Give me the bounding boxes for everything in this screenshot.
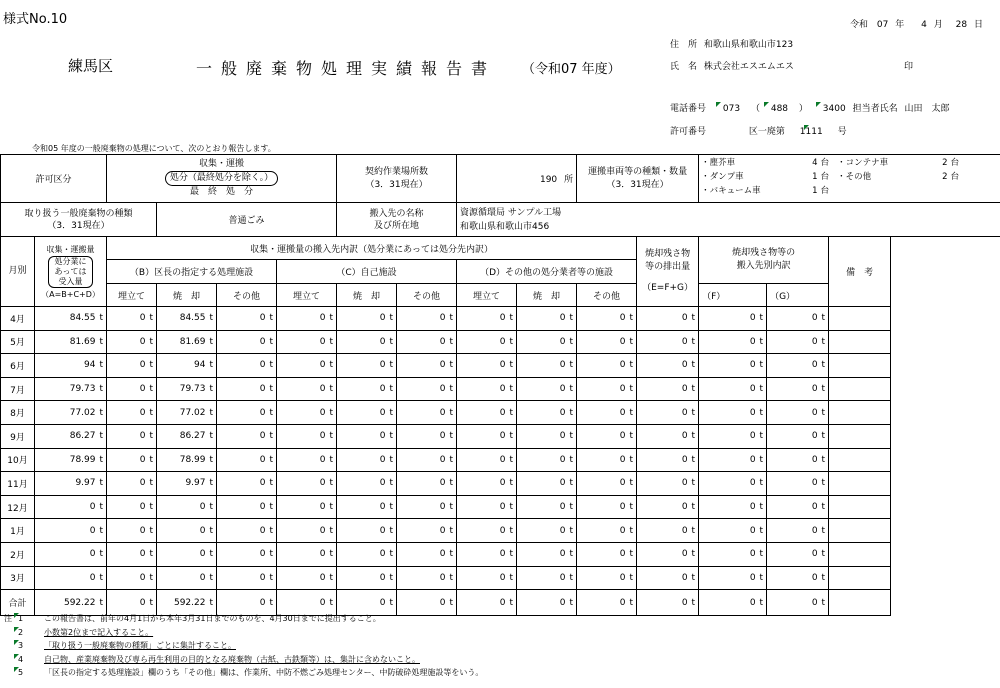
remarks-cell[interactable] <box>829 307 891 331</box>
b-burn-header: 焼 却 <box>157 284 217 307</box>
value-cell-a[interactable]: 78.99 t <box>35 448 107 472</box>
value-cell-g[interactable]: 0 t <box>767 307 829 331</box>
month-cell: 5月 <box>1 330 35 354</box>
table-row <box>1 330 1000 354</box>
value-cell-cl[interactable]: 0 t <box>277 330 337 354</box>
month-cell: 7月 <box>1 377 35 401</box>
value-cell-cl[interactable]: 0 t <box>277 519 337 543</box>
value-cell-g[interactable]: 0 t <box>767 590 829 616</box>
value-cell-e[interactable]: 0 t <box>637 377 699 401</box>
value-cell-e[interactable]: 0 t <box>637 519 699 543</box>
table-row <box>1 354 1000 378</box>
value-cell-bo[interactable]: 0 t <box>217 307 277 331</box>
value-cell-bo[interactable]: 0 t <box>217 590 277 616</box>
table-row <box>1 495 1000 519</box>
value-cell-do[interactable]: 0 t <box>577 424 637 448</box>
value-cell-f[interactable]: 0 t <box>699 448 767 472</box>
value-cell-cl[interactable]: 0 t <box>277 401 337 425</box>
notes-label: 注 <box>4 614 12 623</box>
destination-value: 資源循環局 サンプル工場 和歌山県和歌山市456 <box>457 203 1000 237</box>
value-cell-db[interactable]: 0 t <box>517 354 577 378</box>
month-cell: 9月 <box>1 424 35 448</box>
value-cell-dl[interactable]: 0 t <box>457 424 517 448</box>
value-cell-bo[interactable]: 0 t <box>217 566 277 590</box>
value-cell-dl[interactable]: 0 t <box>457 590 517 616</box>
value-cell-dl[interactable]: 0 t <box>457 495 517 519</box>
value-cell-db[interactable]: 0 t <box>517 472 577 496</box>
value-cell-bb[interactable]: 94 t <box>157 354 217 378</box>
remarks-cell[interactable] <box>829 424 891 448</box>
remarks-cell[interactable] <box>829 590 891 616</box>
value-cell-a[interactable]: 81.69 t <box>35 330 107 354</box>
title-year: （令和07 年度） <box>522 62 621 77</box>
notes-section <box>4 612 483 680</box>
value-cell-f[interactable]: 0 t <box>699 590 767 616</box>
value-cell-bo[interactable]: 0 t <box>217 424 277 448</box>
value-cell-dl[interactable]: 0 t <box>457 354 517 378</box>
table-row <box>1 424 1000 448</box>
value-cell-cb[interactable]: 0 t <box>337 377 397 401</box>
value-cell-e[interactable]: 0 t <box>637 448 699 472</box>
residue-col-header: 焼却残さ物 等の排出量 （E=F+G） <box>637 237 699 307</box>
value-cell-cb[interactable]: 0 t <box>337 542 397 566</box>
value-cell-db[interactable]: 0 t <box>517 566 577 590</box>
value-cell-db[interactable]: 0 t <box>517 448 577 472</box>
value-cell-bl[interactable]: 0 t <box>107 448 157 472</box>
input-marker-icon <box>764 102 769 107</box>
value-cell-cb[interactable]: 0 t <box>337 472 397 496</box>
value-cell-g[interactable]: 0 t <box>767 566 829 590</box>
amount-col-header: 収集・運搬量 処分業に あっては 受入量 （A=B+C+D） <box>35 237 107 307</box>
col-c-header: （C）自己施設 <box>277 260 457 284</box>
permit-categories: 収集・運搬 処分（最終処分を除く。） 最 終 処 分 <box>107 155 337 203</box>
ward-name: 練馬区 <box>68 57 114 75</box>
value-cell-cb[interactable]: 0 t <box>337 424 397 448</box>
table-row <box>1 472 1000 496</box>
value-cell-dl[interactable]: 0 t <box>457 519 517 543</box>
input-marker-icon <box>14 613 19 618</box>
phone-line: 電話番号 073 （ 488 ） 3400 担当者氏名 山田 太郎 <box>670 104 950 114</box>
value-cell-bb[interactable]: 84.55 t <box>157 307 217 331</box>
input-marker-icon <box>14 654 19 659</box>
value-cell-do[interactable]: 0 t <box>577 354 637 378</box>
value-cell-f[interactable]: 0 t <box>699 424 767 448</box>
value-cell-g[interactable]: 0 t <box>767 519 829 543</box>
value-cell-e[interactable]: 0 t <box>637 354 699 378</box>
waste-kind-label: 取り扱う一般廃棄物の種類 （3．31現在） <box>1 203 157 237</box>
month-cell: 1月 <box>1 519 35 543</box>
value-cell-cb[interactable]: 0 t <box>337 495 397 519</box>
value-cell-co[interactable]: 0 t <box>397 542 457 566</box>
breakdown-header: 収集・運搬量の搬入先内訳（処分業にあっては処分先内訳） <box>107 237 637 260</box>
value-cell-a[interactable]: 592.22 t <box>35 590 107 616</box>
value-cell-e[interactable]: 0 t <box>637 472 699 496</box>
table-row <box>1 566 1000 590</box>
value-cell-db[interactable]: 0 t <box>517 377 577 401</box>
value-cell-a[interactable]: 77.02 t <box>35 401 107 425</box>
value-cell-db[interactable]: 0 t <box>517 330 577 354</box>
value-cell-bl[interactable]: 0 t <box>107 495 157 519</box>
value-cell-bl[interactable]: 0 t <box>107 590 157 616</box>
value-cell-cl[interactable]: 0 t <box>277 542 337 566</box>
page-title: 一般廃棄物処理実績報告書 <box>196 59 497 78</box>
value-cell-bo[interactable]: 0 t <box>217 472 277 496</box>
vehicle-col-2: ・ コンテナ車 2 台 ・ その他 2 台 <box>837 158 960 182</box>
month-cell: 8月 <box>1 401 35 425</box>
value-cell-do[interactable]: 0 t <box>577 307 637 331</box>
value-cell-do[interactable]: 0 t <box>577 448 637 472</box>
value-cell-db[interactable]: 0 t <box>517 542 577 566</box>
month-cell: 12月 <box>1 495 35 519</box>
input-marker-icon <box>816 102 821 107</box>
value-cell-cb[interactable]: 0 t <box>337 307 397 331</box>
value-cell-g[interactable]: 0 t <box>767 354 829 378</box>
value-cell-e[interactable]: 0 t <box>637 424 699 448</box>
value-cell-f[interactable]: 0 t <box>699 566 767 590</box>
waste-kind-value: 普通ごみ <box>157 203 337 237</box>
value-cell-co[interactable]: 0 t <box>397 401 457 425</box>
contract-count: 190 所 <box>457 155 577 203</box>
value-cell-g[interactable]: 0 t <box>767 495 829 519</box>
value-cell-co[interactable]: 0 t <box>397 377 457 401</box>
month-cell: 3月 <box>1 566 35 590</box>
month-cell: 合計 <box>1 590 35 616</box>
c-burn-header: 焼 却 <box>337 284 397 307</box>
value-cell-a[interactable]: 0 t <box>35 542 107 566</box>
value-cell-bl[interactable]: 0 t <box>107 542 157 566</box>
d-burn-header: 焼 却 <box>517 284 577 307</box>
value-cell-co[interactable]: 0 t <box>397 590 457 616</box>
g-col-header: （G） <box>767 284 829 307</box>
value-cell-co[interactable]: 0 t <box>397 330 457 354</box>
report-table <box>0 154 1000 616</box>
value-cell-a[interactable]: 79.73 t <box>35 377 107 401</box>
value-cell-bb[interactable]: 9.97 t <box>157 472 217 496</box>
residue-dest-header: 焼却残さ物等の 搬入先別内訳 <box>699 237 829 284</box>
value-cell-a[interactable]: 94 t <box>35 354 107 378</box>
input-marker-icon <box>804 125 809 130</box>
value-cell-g[interactable]: 0 t <box>767 401 829 425</box>
value-cell-cl[interactable]: 0 t <box>277 472 337 496</box>
table-row <box>1 448 1000 472</box>
month-col-header: 月別 <box>1 237 35 307</box>
value-cell-e[interactable]: 0 t <box>637 330 699 354</box>
value-cell-f[interactable]: 0 t <box>699 354 767 378</box>
b-other-header: その他 <box>217 284 277 307</box>
value-cell-db[interactable]: 0 t <box>517 590 577 616</box>
month-cell: 10月 <box>1 448 35 472</box>
input-marker-icon <box>14 667 19 672</box>
value-cell-do[interactable]: 0 t <box>577 330 637 354</box>
value-cell-dl[interactable]: 0 t <box>457 448 517 472</box>
value-cell-db[interactable]: 0 t <box>517 401 577 425</box>
remarks-cell[interactable] <box>829 542 891 566</box>
note-item: 1 この報告書は、前年の4月1日から本年3月31日までのものを、4月30日までに提出すること。 <box>18 612 483 626</box>
c-landfill-header: 埋立て <box>277 284 337 307</box>
remarks-cell[interactable] <box>829 354 891 378</box>
name-line: 氏 名 株式会社エスエムエス 印 <box>670 59 920 72</box>
value-cell-a[interactable]: 0 t <box>35 519 107 543</box>
value-cell-a[interactable]: 0 t <box>35 566 107 590</box>
value-cell-e[interactable]: 0 t <box>637 401 699 425</box>
col-d-header: （D）その他の処分業者等の施設 <box>457 260 637 284</box>
value-cell-db[interactable]: 0 t <box>517 519 577 543</box>
input-marker-icon <box>716 102 721 107</box>
contract-label: 契約作業場所数 （3．31現在） <box>337 155 457 203</box>
value-cell-bb[interactable]: 592.22 t <box>157 590 217 616</box>
value-cell-e[interactable]: 0 t <box>637 307 699 331</box>
d-other-header: その他 <box>577 284 637 307</box>
value-cell-a[interactable]: 86.27 t <box>35 424 107 448</box>
form-number: 様式No.10 <box>3 12 68 27</box>
value-cell-bl[interactable]: 0 t <box>107 519 157 543</box>
value-cell-bl[interactable]: 0 t <box>107 330 157 354</box>
vehicle-col-1: ・ 塵芥車 4 台 ・ ダンプ車 1 台 ・ バキューム車 1 台 <box>701 158 830 196</box>
value-cell-bl[interactable]: 0 t <box>107 354 157 378</box>
value-cell-cl[interactable]: 0 t <box>277 354 337 378</box>
value-cell-dl[interactable]: 0 t <box>457 377 517 401</box>
value-cell-bl[interactable]: 0 t <box>107 424 157 448</box>
value-cell-do[interactable]: 0 t <box>577 401 637 425</box>
value-cell-f[interactable]: 0 t <box>699 330 767 354</box>
value-cell-cb[interactable]: 0 t <box>337 590 397 616</box>
value-cell-bb[interactable]: 77.02 t <box>157 401 217 425</box>
value-cell-dl[interactable]: 0 t <box>457 472 517 496</box>
value-cell-bo[interactable]: 0 t <box>217 542 277 566</box>
value-cell-g[interactable]: 0 t <box>767 424 829 448</box>
value-cell-bl[interactable]: 0 t <box>107 401 157 425</box>
remarks-cell[interactable] <box>829 495 891 519</box>
value-cell-bo[interactable]: 0 t <box>217 519 277 543</box>
value-cell-g[interactable]: 0 t <box>767 330 829 354</box>
value-cell-cb[interactable]: 0 t <box>337 448 397 472</box>
note-item: 4 自己物、産業廃棄物及び専ら再生利用の目的となる廃棄物（古紙、古鉄類等）は、集計に含めないこと。 <box>18 653 483 667</box>
value-cell-bl[interactable]: 0 t <box>107 566 157 590</box>
remarks-cell[interactable] <box>829 566 891 590</box>
value-cell-cb[interactable]: 0 t <box>337 354 397 378</box>
value-cell-bb[interactable]: 79.73 t <box>157 377 217 401</box>
value-cell-e[interactable]: 0 t <box>637 566 699 590</box>
col-b-header: （B）区長の指定する処理施設 <box>107 260 277 284</box>
value-cell-do[interactable]: 0 t <box>577 590 637 616</box>
value-cell-bb[interactable]: 0 t <box>157 566 217 590</box>
value-cell-cl[interactable]: 0 t <box>277 377 337 401</box>
value-cell-co[interactable]: 0 t <box>397 354 457 378</box>
f-col-header: （F） <box>699 284 767 307</box>
value-cell-do[interactable]: 0 t <box>577 519 637 543</box>
value-cell-dl[interactable]: 0 t <box>457 401 517 425</box>
value-cell-g[interactable]: 0 t <box>767 542 829 566</box>
value-cell-bo[interactable]: 0 t <box>217 377 277 401</box>
value-cell-cb[interactable]: 0 t <box>337 401 397 425</box>
value-cell-do[interactable]: 0 t <box>577 495 637 519</box>
value-cell-co[interactable]: 0 t <box>397 566 457 590</box>
remarks-col-header: 備 考 <box>829 237 891 307</box>
report-date: 令和 07 年 4 月 28 日 <box>850 20 983 30</box>
selected-category: 処分（最終処分を除く。） <box>165 171 278 186</box>
value-cell-db[interactable]: 0 t <box>517 307 577 331</box>
remarks-cell[interactable] <box>829 330 891 354</box>
value-cell-bb[interactable]: 0 t <box>157 519 217 543</box>
value-cell-f[interactable]: 0 t <box>699 495 767 519</box>
table-row <box>1 519 1000 543</box>
table-row <box>1 307 1000 331</box>
input-marker-icon <box>14 640 19 645</box>
value-cell-co[interactable]: 0 t <box>397 424 457 448</box>
value-cell-bo[interactable]: 0 t <box>217 448 277 472</box>
value-cell-g[interactable]: 0 t <box>767 472 829 496</box>
note-item: 5 「区長の指定する処理施設」欄のうち「その他」欄は、作業所、中防不燃ごみ処理センター、中防破砕処理施設等をいう。 <box>18 666 483 680</box>
value-cell-g[interactable]: 0 t <box>767 448 829 472</box>
value-cell-cl[interactable]: 0 t <box>277 590 337 616</box>
c-other-header: その他 <box>397 284 457 307</box>
remarks-cell[interactable] <box>829 519 891 543</box>
value-cell-do[interactable]: 0 t <box>577 377 637 401</box>
table-row <box>1 401 1000 425</box>
b-landfill-header: 埋立て <box>107 284 157 307</box>
value-cell-db[interactable]: 0 t <box>517 495 577 519</box>
remarks-cell[interactable] <box>829 377 891 401</box>
month-cell: 11月 <box>1 472 35 496</box>
value-cell-co[interactable]: 0 t <box>397 472 457 496</box>
value-cell-do[interactable]: 0 t <box>577 566 637 590</box>
value-cell-g[interactable]: 0 t <box>767 377 829 401</box>
vehicle-label: 運搬車両等の種類・数量 （3．31現在） <box>577 155 699 203</box>
d-landfill-header: 埋立て <box>457 284 517 307</box>
permit-kind-label: 許可区分 <box>1 155 107 203</box>
value-cell-cl[interactable]: 0 t <box>277 424 337 448</box>
value-cell-a[interactable]: 84.55 t <box>35 307 107 331</box>
value-cell-a[interactable]: 9.97 t <box>35 472 107 496</box>
value-cell-cb[interactable]: 0 t <box>337 330 397 354</box>
value-cell-f[interactable]: 0 t <box>699 307 767 331</box>
remarks-cell[interactable] <box>829 448 891 472</box>
value-cell-co[interactable]: 0 t <box>397 519 457 543</box>
vehicle-list <box>699 155 1000 203</box>
address-line: 住 所 和歌山県和歌山市123 <box>670 40 794 50</box>
remarks-cell[interactable] <box>829 472 891 496</box>
month-cell: 2月 <box>1 542 35 566</box>
value-cell-bo[interactable]: 0 t <box>217 330 277 354</box>
value-cell-e[interactable]: 0 t <box>637 542 699 566</box>
value-cell-bl[interactable]: 0 t <box>107 377 157 401</box>
value-cell-bo[interactable]: 0 t <box>217 495 277 519</box>
note-item: 3 「取り扱う一般廃棄物の種類」ごとに集計すること。 <box>18 639 483 653</box>
value-cell-f[interactable]: 0 t <box>699 401 767 425</box>
value-cell-e[interactable]: 0 t <box>637 495 699 519</box>
value-cell-cb[interactable]: 0 t <box>337 519 397 543</box>
table-row <box>1 377 1000 401</box>
intro-text: 令和05 年度の一般廃棄物の処理について、次のとおり報告します。 <box>32 144 276 153</box>
note-item: 2 小数第2位まで記入すること。 <box>18 626 483 640</box>
value-cell-f[interactable]: 0 t <box>699 377 767 401</box>
value-cell-dl[interactable]: 0 t <box>457 307 517 331</box>
value-cell-bb[interactable]: 78.99 t <box>157 448 217 472</box>
value-cell-cb[interactable]: 0 t <box>337 566 397 590</box>
value-cell-f[interactable]: 0 t <box>699 519 767 543</box>
value-cell-co[interactable]: 0 t <box>397 495 457 519</box>
table-row <box>1 542 1000 566</box>
value-cell-bb[interactable]: 0 t <box>157 495 217 519</box>
value-cell-co[interactable]: 0 t <box>397 307 457 331</box>
value-cell-bo[interactable]: 0 t <box>217 401 277 425</box>
destination-label: 搬入先の名称 及び所在地 <box>337 203 457 237</box>
value-cell-do[interactable]: 0 t <box>577 542 637 566</box>
value-cell-cl[interactable]: 0 t <box>277 448 337 472</box>
value-cell-dl[interactable]: 0 t <box>457 330 517 354</box>
value-cell-e[interactable]: 0 t <box>637 590 699 616</box>
value-cell-bb[interactable]: 0 t <box>157 542 217 566</box>
value-cell-bb[interactable]: 81.69 t <box>157 330 217 354</box>
value-cell-dl[interactable]: 0 t <box>457 542 517 566</box>
value-cell-f[interactable]: 0 t <box>699 542 767 566</box>
remarks-cell[interactable] <box>829 401 891 425</box>
seal-mark: 印 <box>904 62 914 72</box>
value-cell-co[interactable]: 0 t <box>397 448 457 472</box>
value-cell-cl[interactable]: 0 t <box>277 307 337 331</box>
value-cell-f[interactable]: 0 t <box>699 472 767 496</box>
value-cell-db[interactable]: 0 t <box>517 424 577 448</box>
input-marker-icon <box>14 627 19 632</box>
value-cell-a[interactable]: 0 t <box>35 495 107 519</box>
permit-line: 許可番号 区一廃第 1111 号 <box>670 127 847 137</box>
value-cell-bl[interactable]: 0 t <box>107 472 157 496</box>
month-cell: 4月 <box>1 307 35 331</box>
value-cell-cl[interactable]: 0 t <box>277 566 337 590</box>
month-cell: 6月 <box>1 354 35 378</box>
value-cell-do[interactable]: 0 t <box>577 472 637 496</box>
value-cell-bo[interactable]: 0 t <box>217 354 277 378</box>
value-cell-cl[interactable]: 0 t <box>277 495 337 519</box>
value-cell-bb[interactable]: 86.27 t <box>157 424 217 448</box>
value-cell-dl[interactable]: 0 t <box>457 566 517 590</box>
value-cell-bl[interactable]: 0 t <box>107 307 157 331</box>
